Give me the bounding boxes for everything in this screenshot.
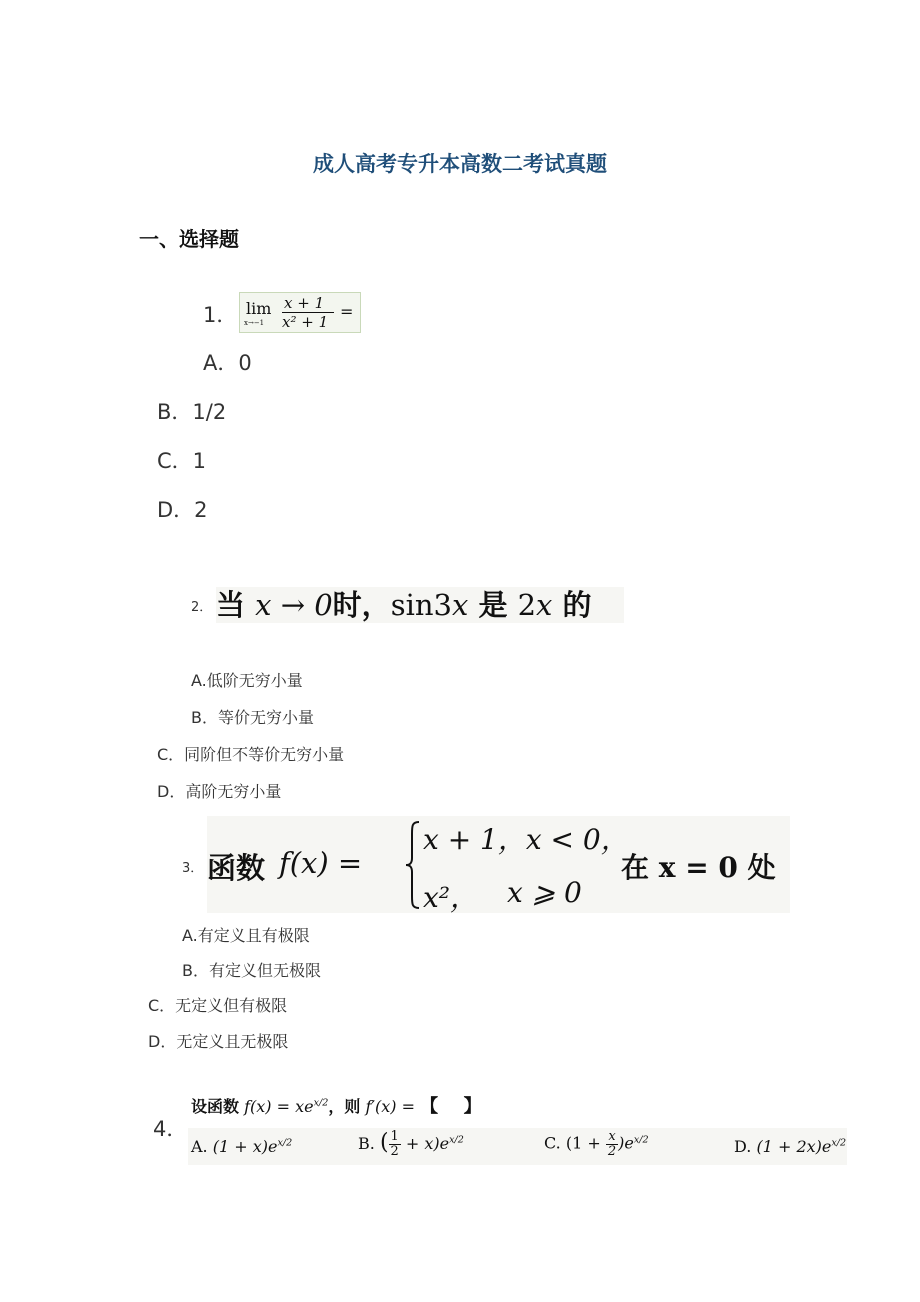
q4-stem-c: ，则 (328, 1097, 361, 1116)
q2-stem-e: x (451, 588, 469, 622)
q4-option-a (191, 1137, 292, 1156)
q4-option-b-den: 2 (390, 1144, 399, 1159)
q3-option-c: C．无定义但有极限 (148, 996, 288, 1015)
q4-stem-d: f′(x) = (365, 1097, 416, 1116)
q4-option-c-exp: x/2 (633, 1134, 649, 1146)
q3-fx: f(x) = (279, 846, 363, 880)
q4-stem-b: f(x) = xe (244, 1097, 314, 1116)
q3-case1: x + 1，x < 0， (423, 823, 629, 856)
q2-option-d: D．高阶无穷小量 (157, 782, 282, 801)
q3-stem (207, 816, 790, 913)
q2-stem-f: 是 (478, 588, 508, 622)
q4-number: 4． (153, 1117, 188, 1141)
q4-option-b-frac (389, 1130, 401, 1158)
q4-option-c (544, 1130, 649, 1158)
q2-stem-h: x (536, 588, 553, 622)
q2-stem-g: 2 (517, 588, 537, 622)
q4-option-d-label: D. (734, 1137, 752, 1156)
q4-option-d-exp: x/2 (831, 1137, 847, 1149)
q1-option-b: B．1/2 (157, 400, 227, 424)
q4-option-b (358, 1130, 464, 1159)
q4-stem-open-bracket: 【 (420, 1096, 439, 1117)
q4-option-c-frac (606, 1130, 618, 1158)
q2-option-a: A.低阶无穷小量 (191, 671, 303, 690)
q4-option-b-label: B. (358, 1134, 375, 1153)
q4-stem-close-bracket: 】 (463, 1096, 482, 1117)
q4-option-a-exp: x/2 (277, 1137, 293, 1149)
q4-option-b-paren-icon: ( (379, 1130, 389, 1155)
q2-option-b: B．等价无穷小量 (191, 708, 314, 727)
q4-option-c-pre: (1 + (565, 1133, 601, 1153)
q4-option-c-body: )e (618, 1133, 634, 1153)
q1-formula (239, 292, 361, 333)
q3-option-d: D．无定义且无极限 (148, 1032, 289, 1051)
q3-brace-icon (404, 820, 422, 910)
q1-equals: = (340, 302, 354, 321)
q1-lim-sub: x→−1 (244, 319, 265, 327)
q3-lead: 函数 (207, 851, 266, 885)
q1-lim: lim (246, 299, 272, 318)
q4-option-c-num: x (606, 1130, 618, 1145)
q4-option-b-body: + x)e (405, 1134, 450, 1153)
q4-stem-a: 设函数 (191, 1097, 240, 1116)
q4-option-b-exp: x/2 (449, 1134, 464, 1146)
q1-option-a: A．0 (203, 351, 252, 375)
q3-option-b: B．有定义但无极限 (182, 961, 321, 980)
q4-options (188, 1128, 847, 1165)
q1-option-d: D．2 (157, 498, 208, 522)
q4-option-a-label: A. (191, 1137, 208, 1156)
document-title: 成人高考专升本高数二考试真题 (313, 152, 607, 176)
q4-option-c-label: C. (544, 1133, 561, 1153)
q4-stem (191, 1092, 482, 1118)
q1-denominator: x² + 1 (282, 313, 329, 331)
q3-number: 3． (182, 861, 204, 876)
q2-stem-c: 时， (332, 588, 391, 622)
q1-option-c: C．1 (157, 449, 207, 473)
q3-case2b: x ⩾ 0 (507, 876, 582, 909)
q4-option-a-body: (1 + x)e (212, 1137, 278, 1156)
q1-number: 1． (203, 303, 238, 327)
q4-option-d (734, 1137, 846, 1156)
q2-stem-i: 的 (562, 588, 592, 622)
q2-number: 2． (191, 600, 213, 615)
q2-stem-d: sin3 (390, 588, 452, 622)
q2-stem-a: 当 (216, 588, 246, 622)
q2-option-c: C．同阶但不等价无穷小量 (157, 745, 345, 764)
q2-stem-b: x → 0 (255, 588, 333, 622)
q4-stem-exp: x/2 (313, 1097, 329, 1109)
q4-option-c-den: 2 (607, 1143, 617, 1159)
q4-option-b-num: 1 (390, 1129, 399, 1145)
q3-case2a: x²， (423, 881, 479, 914)
q2-stem (216, 587, 624, 623)
q3-option-a: A.有定义且有极限 (182, 926, 310, 945)
q4-option-d-body: (1 + 2x)e (756, 1137, 832, 1156)
section-heading: 一、选择题 (139, 227, 239, 251)
q1-numerator: x + 1 (284, 294, 325, 312)
q3-tail: 在 x = 0 处 (621, 851, 776, 884)
